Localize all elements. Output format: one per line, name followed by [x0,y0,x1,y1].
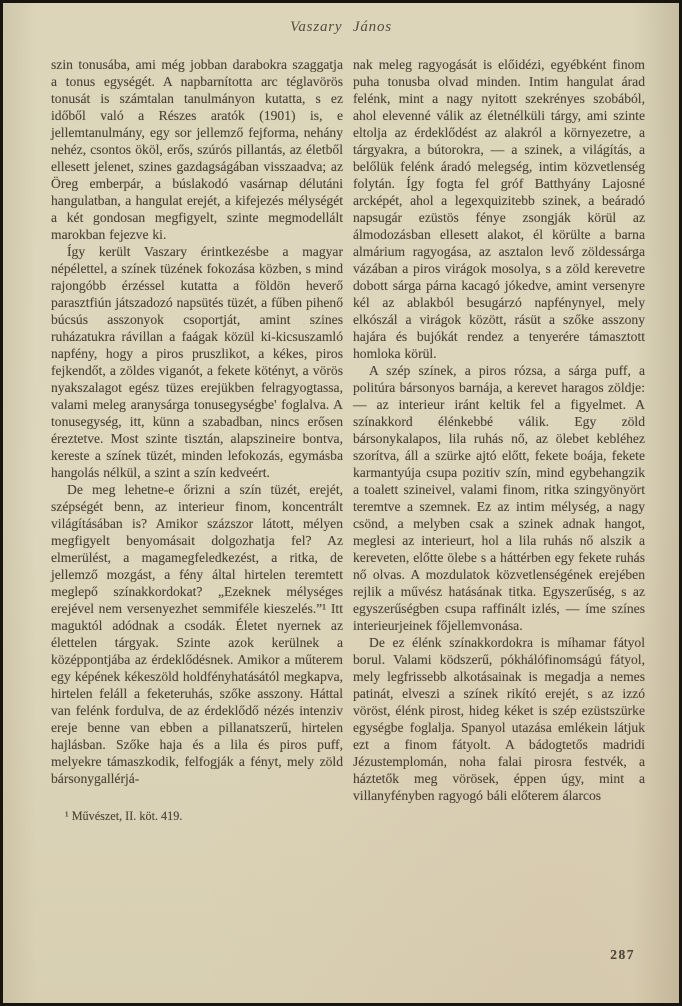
right-paragraph: A szép színek, a piros rózsa, a sárga puff, a politúra bársonyos barnája, a kerevet haragos zöldje: — az interieur iránt keltik fel a figyelmet. A színakkord élénkebbé válik. Egy zöld bársonykalapos, lila ruhás nő, az ölebet kebléhez szorítva, áll a szürke ajtó előtt, fekete boája, fekete karmantyúja csupa pozitiv szín, mind egybehangzik a toalett szineivel, valami finom, ritka szingyönyört teremtve a szemnek. Ez az intim mélység, a nagy csönd, a melyben csak a szinek adnak hangot, meglesi az interieurt, hol a lila ruhás nő alszik a kereveten, előtte ölebe s a háttérben egy fekete ruhás nő olvas. A mozdulatok közvetlenségének erejében rejlik a művész hatásának titka. Egyszerűség, s az egyszerűségben csupa raffinált izlés, — íme színes interieurjeinek főjellemvonása. [353,363,645,633]
footnote: ¹ Művészet, II. köt. 419. [65,809,183,823]
left-paragraph-continuation: szin tonusába, ami még jobban darabokra szaggatja a tonus egységét. A napbarnította arc téglavörös tonusát is számtalan tanulmányon kutatta, s ez időből való a Részes aratók (1901) is, e jellemtanulmány, egy sor jellemző fejforma, nehány nehéz, csontos ököl, erős, szúrós pillantás, az életből ellesett jelenet, szines gazdagságában visszaadva; az Öreg emberpár, a búslakodó vasárnap délutáni hangulatban, a hangulat erejét, a kifejezés mélységét a két gondosan megfigyelt, szinte megmodellált marokban fejezve ki. [51,57,343,242]
right-paragraph: De ez élénk színakkordokra is míhamar fátyol borul. Valami ködszerű, pókhálófinomságú fátyol, mely legfrissebb alkotásainak is megadja a nemes patinát, elveszi a színek rikító erejét, s az izzó vöröst, élénk pirost, hideg kéket is szép ezüstszürke egységbe foglalja. Spanyol utazása emlékein látjuk ezt a finom fátyolt. A bádogtetős madridi Jézustemplomán, noha falai pirosra festvék, a háztetők meg vörösek, éppen úgy, mint a villanyfényben ragyogó báli előterem álarcos [353,635,645,803]
left-paragraph: De meg lehetne-e őrizni a szín tüzét, erejét, szépségét benn, az interieur finom, koncentrált világításában is? Amikor százszor látott, mélyen megfigyelt benyomásait dolgozhatja fel? Az elmerülést, a magamegfeledkezést, a ritka, de jellemző mozgást, a fény által hirtelen teremtett meglepő színakkordokat? „Ezeknek mélységes erejével nem versenyezhet semmiféle kieszelés.”¹ Itt maguktól adódnak a csodák. Életet nyernek az élettelen tárgyak. Szinte azok kerülnek a középpontjába az érdeklődésnek. Amikor a műterem egy képének kékeszöld holdfényhatásától megkapva, hirtelen feláll a feketeruhás, szőke asszony. Háttal van felénk fordulva, de az érdeklődő nézés intenziv ereje benne van ebben a pillanatszerű, hirtelen hajlásban. Szőke haja és a lila és piros puff, melyekre támaszkodik, felfogják a fényt, mely zöld bársonygallérjá- [51,482,343,786]
scan-noise-specks [123,63,125,65]
right-column [353,56,645,824]
page-number: 287 [610,947,635,962]
right-paragraph-continuation: nak meleg ragyogását is előidézi, egyébként finom puha tonusba olvad minden. Intim hangulat árad felénk, mint a nagy nyitott szekrényes szobából, ahol elevenné válik az életnélküli tárgy, ami szinte eltolja az érdeklődést az alakról a környezetre, a tárgyakra, a bútorokra, — a szinek, a világítás, a belőlük felénk áradó melegség, intim közvetlenség folytán. Így fogta fel gróf Batthyány Lajosné arcképét, ahol a legexquizitebb szinek, a beáradó napsugár ezüstös fénye zsongják körül az álmodozásban ellesett alakot, él körülte a barna almárium ragyogása, az asztalon levő zöldessárga vázában a piros virágok mosolya, s a zöld kerevetre dobott sárga párna kacagó jókedve, amint versenyre kél az ablakból besugárzó napfénynyel, mely elkószál a virágok között, rásüt a szőke asszony hajára és bujókát rendez a tenyerére támasztott homloka körül. [353,57,645,361]
left-paragraph: Így került Vaszary érintkezésbe a magyar népélettel, a színek tüzének fokozása közben, s mind rajongóbb érzéssel kutatta a földön heverő parasztfiún játszadozó napsütés tüzét, a fűben pihenő búcsús asszonyok csoportját, amint szines ruházatukra rávillan a faágak közül ki-kicsuszamló napfény, hogy a piros pruszlikot, a kékes, piros fejkendőt, a zöldes viganót, a fekete kötényt, a vörös nyakszalagot egész tüzes erejükben felragyogtassa, valami meleg aranysárga tonusegységbe' foglalva. A tonusegység, itt, künn a szabadban, nincs erősen éreztetve. Most szinte tisztán, alapszineire bontva, kereste a színek tüzét, minden lefokozás, egymásba hangolás nélkül, a szint a szín kedveért. [51,244,343,480]
running-header [3,3,679,48]
left-column [51,56,343,824]
text-columns [3,48,679,824]
page-header-title: Vaszary János [290,19,392,35]
